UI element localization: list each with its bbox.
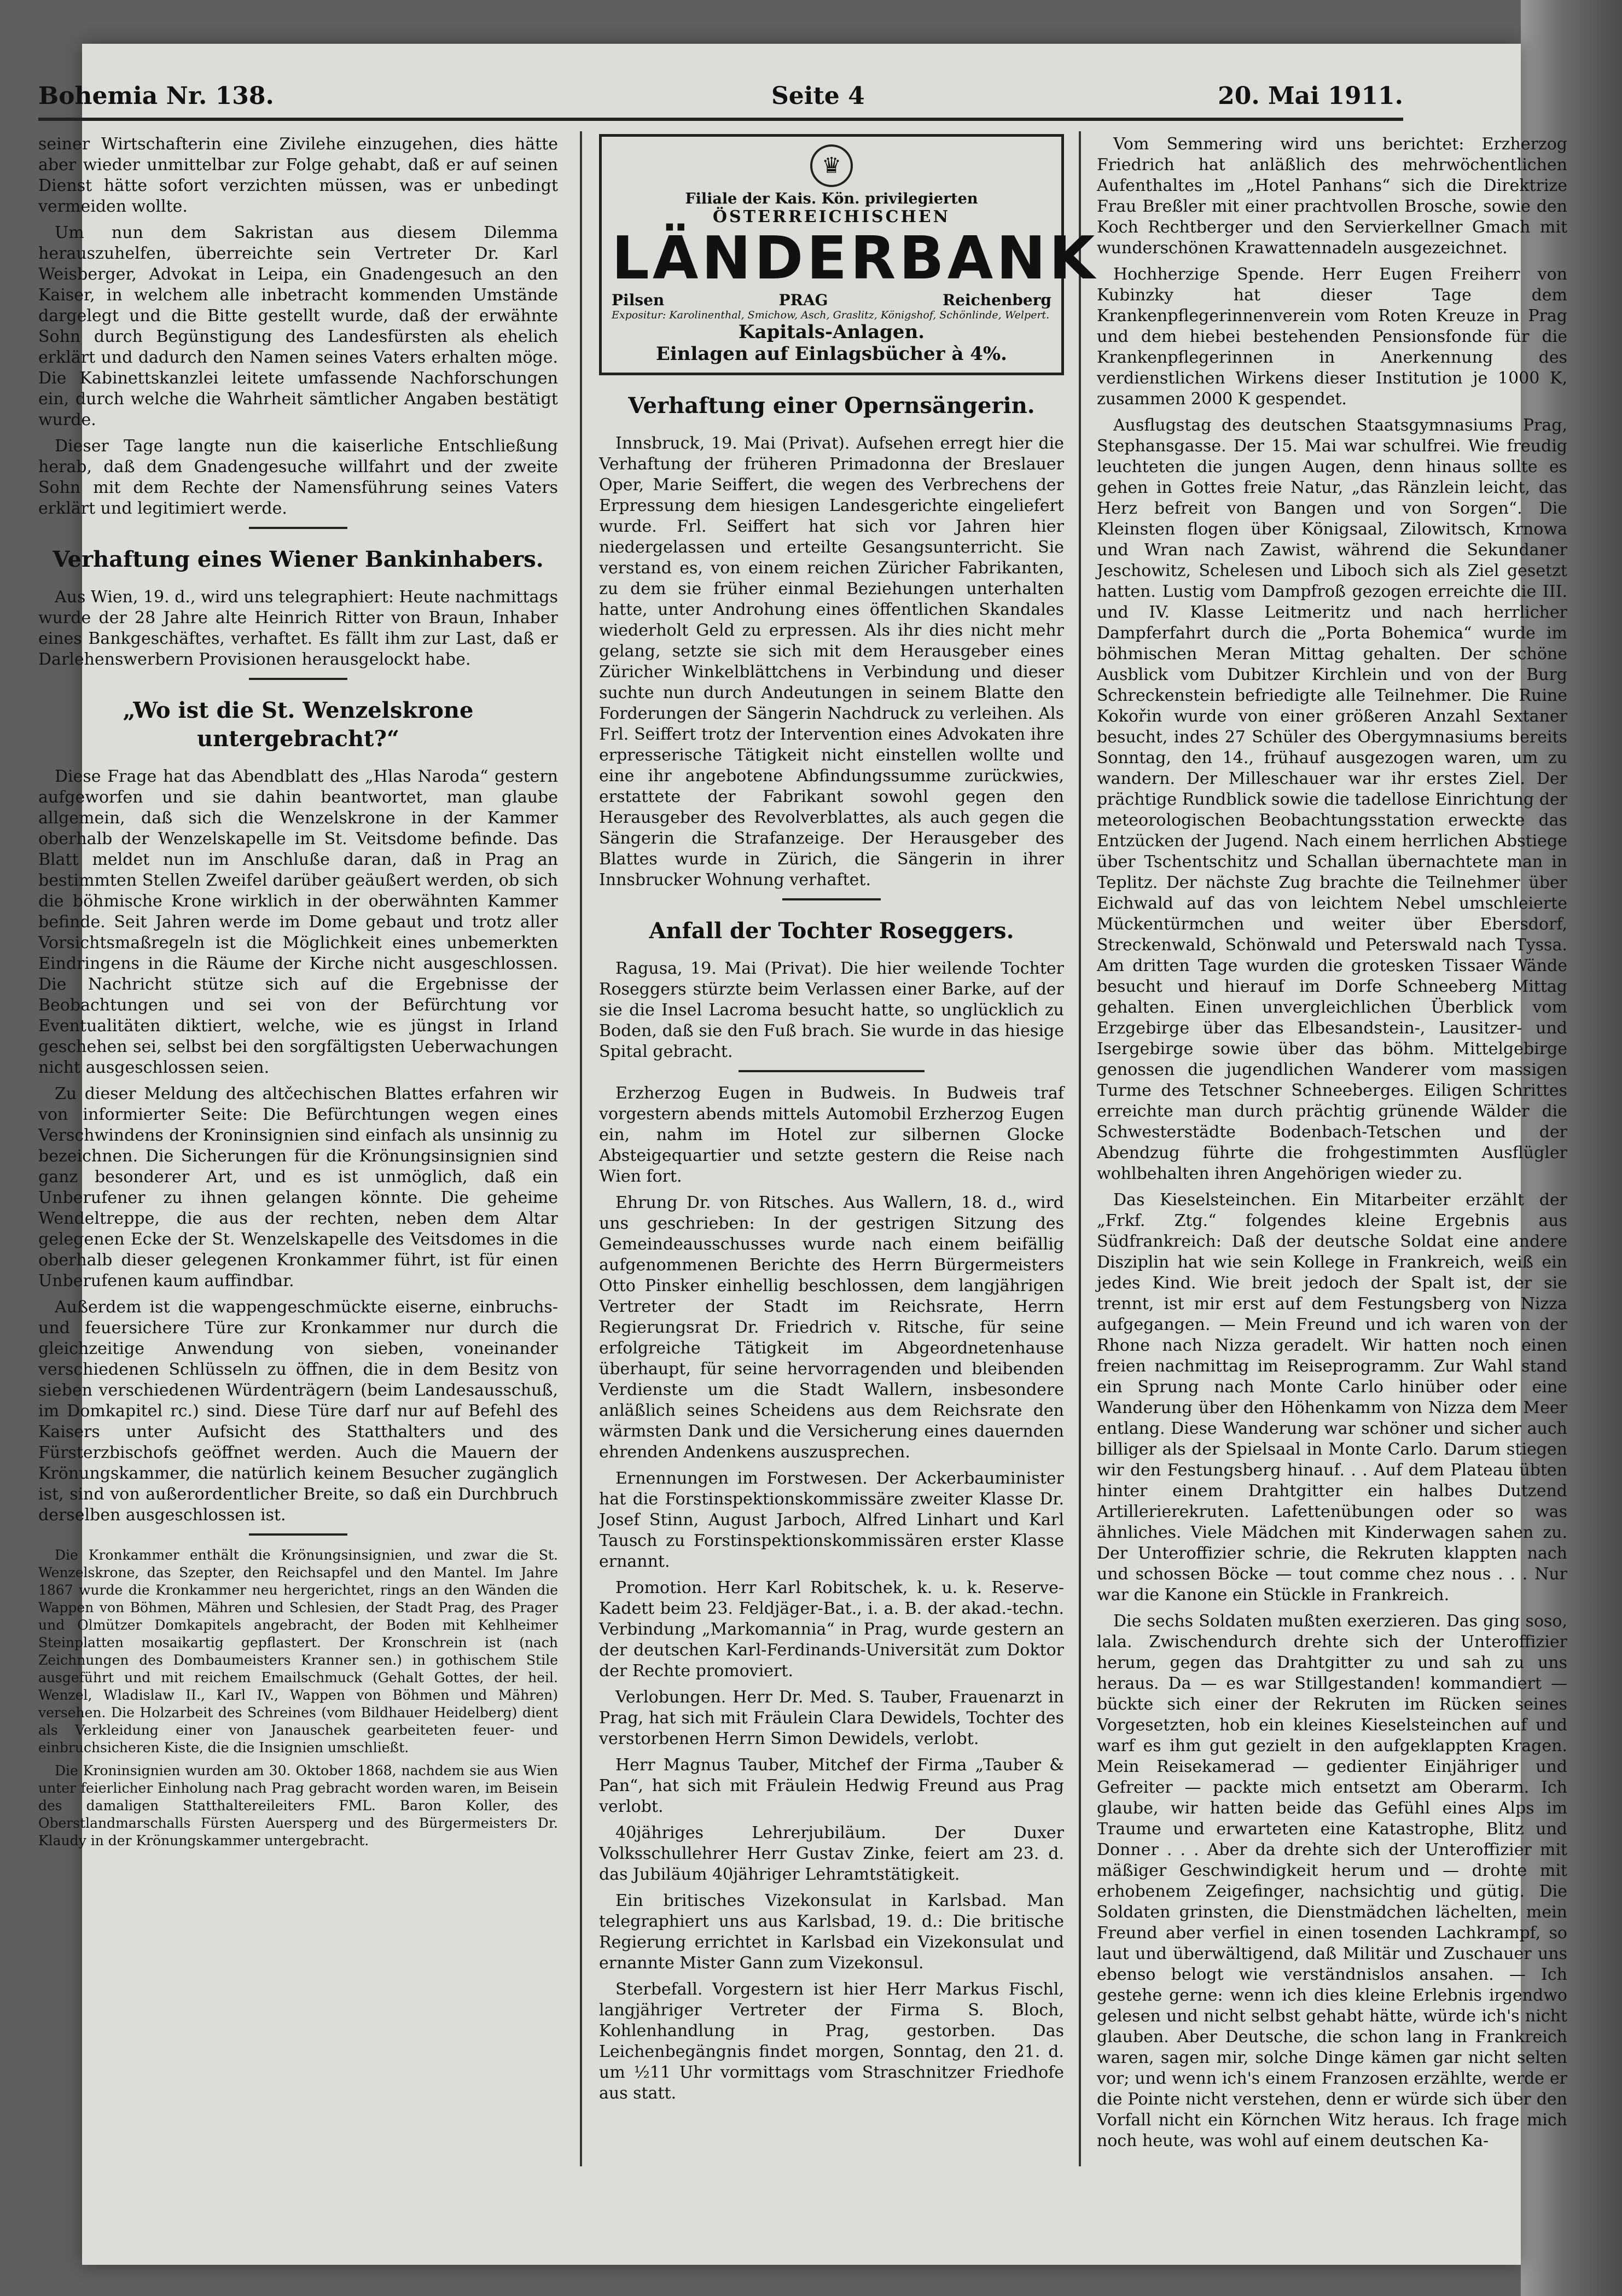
divider	[249, 527, 347, 529]
news-item: Herr Magnus Tauber, Mitchef der Firma „Tauber & Pan“, hat sich mit Fräulein Hedwig Freund aus Prag verlobt.	[599, 1756, 1064, 1816]
header-date: 20. Mai 1911.	[1218, 82, 1403, 110]
news-item: 40jähriges Lehrerjubiläum. Der Duxer Volksschullehrer Herr Gustav Zinke, feiert am 23. d. das Jubiläum 40jähriger Lehramtstätigkeit.	[599, 1823, 1064, 1884]
divider	[249, 678, 347, 680]
column-middle	[599, 134, 1098, 2109]
article-text: Die Kroninsignien wurden am 30. Oktober 1868, nachdem sie aus Wien unter feierlicher Einholung nach Prag gebracht worden waren, im Beisein des damaligen Statthaltereileiters FML. Baron Koller, des Oberstlandmarschalls Fürsten Auersperg und des Bürgermeisters Dr. Klaudy in der Krönungskammer untergebracht.	[38, 1763, 558, 1849]
column-divider-2	[1079, 131, 1081, 2166]
column-left	[38, 134, 558, 1855]
news-item: Ernennungen im Forstwesen. Der Ackerbauminister hat die Forstinspektionskommissäre zweiter Klasse Dr. Josef Stinn, August Jarboch, Alfred Linhart und Karl Tausch zu Forstinspektionskommissären erster Klasse ernannt.	[599, 1469, 1064, 1571]
news-item: Vom Semmering wird uns berichtet: Erzherzog Friedrich hat anläßlich des mehrwöchentlichen Aufenthaltes im „Hotel Panhans“ sich die Direktrize Frau Breßler mit einer prachtvollen Brosche, sowie den Koch Rechtberger und den Servierkellner Gmach mit wunderschönen Krawattennadeln ausgezeichnet.	[1097, 135, 1567, 258]
news-item: Die sechs Soldaten mußten exerzieren. Das ging soso, lala. Zwischendurch drehte sich der Unteroffizier herum, gegen das Drahtgitter zu und sah zu uns heraus. Da — es war Stillgestanden! kommandiert — bückte sich einer der Rekruten im Rücken seines Vorgesetzten, hob ein kleines Kieselsteinchen auf und warf es ihm gut gezielt in den aufgeklappten Kragen. Mein Reisekamerad — gedienter Einjähriger und Gefreiter — packte mich entsetzt am Oberarm. Ich glaube, wir hatten beide das Gefühl eines Alps im Traume und erwarteten eine Katastrophe, Blitz und Donner . . . Aber da drehte sich der Unteroffizier mit mäßiger Geschwindigkeit herum und — drohte mit erhobenem Zeigefinger, nachsichtig und gütig. Die Soldaten grinsten, die Dienstmädchen lächelten, mein Freund aber verfiel in einen tosenden Lachkrampf, so laut und überwältigend, daß Militär und Zuschauer uns ebenso belogt wie verständnislos ansahen. — Ich gestehe gerne: wenn ich dies kleine Erlebnis irgendwo gelesen und nicht selbst gehabt hätte, würde ich's nicht glauben. Aber Deutsche, die schon lang in Frankreich waren, sagen mir, solche Dinge kämen gar nicht selten vor; und wenn ich's einem Franzosen erzählte, werde er die Pointe nicht verstehen, denn er würde sich über den Vorfall nicht ein Körnchen Witz heraus. Ich frage mich noch heute, was wohl auf einem deutschen Ka-	[1097, 1612, 1567, 2150]
news-item: Sterbefall. Vorgestern ist hier Herr Markus Fischl, langjähriger Vertreter der Firma S. Bloch, Kohlenhandlung in Prag, gestorben. Das Leichenbegängnis findet morgen, Sonntag, den 21. d. um ½11 Uhr vormittags vom Straschnitzer Friedhofe aus statt.	[599, 1980, 1064, 2103]
header-issue: Bohemia Nr. 138.	[38, 82, 274, 110]
ad-city: Pilsen	[612, 291, 665, 309]
headline-bank-arrest: Verhaftung eines Wiener Bankinhabers.	[53, 547, 544, 572]
article-text: Dieser Tage langte nun die kaiserliche Entschließung herab, daß dem Gnadengesuche willfahrt und der zweite Sohn mit dem Rechte der Namensführung seines Vaters erklärt und legitimiert werde.	[38, 437, 558, 518]
ad-bank-name: LÄNDERBANK	[612, 224, 1098, 293]
article-text: Innsbruck, 19. Mai (Privat). Aufsehen erregt hier die Verhaftung der früheren Primadonna der Breslauer Oper, Marie Seiffert, die wegen des Verbrechens der Erpressung dem hiesigen Landesgerichte eingeliefert wurde. Frl. Seiffert hat sich vor Jahren hier niedergelassen und erteilte Gesangsunterricht. Sie verstand es, von einem reichen Züricher Fabrikanten, zu dem sie früher einmal Beziehungen unterhalten hatte, unter Androhung eines öffentlichen Skandales wiederholt Geld zu erpressen. Als ihr dies nicht mehr gelang, setzte sie sich mit dem Herausgeber eines Züricher Winkelblättchens in Verbindung und dieser suchte nun durch Andeutungen in seinem Blatte den Forderungen der Sängerin Nachdruck zu verleihen. Als Frl. Seiffert trotz der Intervention eines Advokaten ihre erpresserische Tätigkeit nicht einstellen wollte und eine ihr angebotene Abfindungssumme zurückwies, erstattete der Fabrikant sowohl gegen den Herausgeber des Revolverblattes, als auch gegen die Sängerin die Strafanzeige. Der Herausgeber des Blattes wurde in Zürich, die Sängerin in ihrer Innsbrucker Wohnung verhaftet.	[599, 434, 1064, 890]
ad-city: PRAG	[778, 291, 828, 309]
divider	[782, 898, 881, 900]
headline-wenzelskrone: „Wo ist die St. Wenzelskrone untergebracht?“	[123, 697, 474, 752]
ad-line: Filiale der Kais. Kön. privilegierten	[685, 190, 978, 207]
article-text: Die Kronkammer enthält die Krönungsinsignien, und zwar die St. Wenzelskrone, das Szepter, den Reichsapfel und den Mantel. Im Jahre 1867 wurde die Kronkammer neu hergerichtet, rings an den Wänden die Wappen von Böhmen, Mähren und Schlesien, der Stadt Prag, des Prager und Olmützer Domkapitels angebracht, der Boden mit Kehlheimer Steinplatten mosaikartig gepflastert. Der Kronschrein ist (nach Zeichnungen des Dombaumeisters Kranner sen.) in gothischem Stile ausgeführt und mit reichem Emailschmuck (Gehalt Gottes, der heil. Wenzel, Wladislaw II., Karl IV., Wappen von Böhmen und Mähren) versehen. Die Holzarbeit des Schreines (vom Bildhauer Heidelberg) dient als Verkleidung einer von Janauschek gearbeiteten feuer- und einbruchsicheren Kiste, die die Insignien umschließt.	[38, 1547, 558, 1756]
article-text: Um nun dem Sakristan aus diesem Dilemma herauszuhelfen, überreichte sein Vertreter Dr. Karl Weisberger, Advokat in Leipa, ein Gnadengesuch an den Kaiser, in welchem alle inbetracht kommenden Umstände dargelegt und die Bitte gestellt wurde, daß der erwähnte Sohn durch Begünstigung des Landesfürsten als ehelich erklärt und dadurch den Namen seines Vaters erhalten möge. Die Kabinettskanzlei leitete umfassende Nachforschungen ein, durch welche die Wahrheit sämtlicher Angaben bestätigt wurde.	[38, 223, 558, 429]
header-page-number: Seite 4	[771, 82, 865, 110]
news-item: Ehrung Dr. von Ritsches. Aus Wallern, 18. d., wird uns geschrieben: In der gestrigen Sitzung des Gemeindeausschusses wurde nach einem beifällig aufgenommenen Berichte des Herrn Bürgermeisters Otto Pinsker einhellig beschlossen, dem langjährigen Vertreter der Stadt im Reichsrate, Herrn Regierungsrat Dr. Friedrich v. Ritsche, für seine erfolgreiche Tätigkeit im Abgeordnetenhause überhaupt, für seine hervorragenden und bleibenden Verdienste um die Stadt Wallern, insbesondere anläßlich seines Scheidens aus dem Reichsrate den wärmsten Dank und die Versicherung eines dauernden ehrenden Andenkens auszusprechen.	[599, 1193, 1064, 1462]
article-text: seiner Wirtschafterin eine Zivilehe einzugehen, dies hätte aber wieder unmittelbar zur Folge gehabt, daß er auf seinen Dienst hätte sofort verzichten müssen, was er unbedingt vermeiden wollte.	[38, 135, 558, 216]
article-text: Aus Wien, 19. d., wird uns telegraphiert: Heute nachmittags wurde der 28 Jahre alte Heinrich Ritter von Braun, Inhaber eines Bankgeschäftes, verhaftet. Es fällt ihm zur Last, daß er Darlehenswerbern Provisionen herausgelockt habe.	[38, 588, 559, 669]
headline-opera-singer: Verhaftung einer Opernsängerin.	[628, 393, 1035, 418]
ad-line: Einlagen auf Einlagsbücher à 4%.	[655, 343, 1008, 365]
headline-rosegger: Anfall der Tochter Roseggers.	[649, 918, 1014, 944]
ad-cities	[612, 291, 1051, 309]
laenderbank-advertisement	[599, 134, 1098, 375]
page-header	[38, 68, 1403, 121]
ad-branches: Expositur: Karolinenthal, Smichow, Asch, Graslitz, Königshof, Schönlinde, Welpert.	[612, 309, 1050, 321]
ad-city: Reichenberg	[942, 291, 1051, 309]
news-item: Hochherzige Spende. Herr Eugen Freiherr von Kubinzky hat dieser Tage dem Krankenpflegerinnenverein vom Roten Kreuze in Prag und dem hiebei bestehenden Pensionsfonde für die Krankenpflegerinnen in Anerkennung des verdienstlichen Wirkens dieser Institution je 1000 K, zusammen 2000 K gespendet.	[1097, 265, 1567, 409]
divider	[249, 1533, 347, 1536]
eagle-emblem-icon: ♛	[810, 144, 853, 187]
news-item: Promotion. Herr Karl Robitschek, k. u. k. Reserve-Kadett beim 23. Feldjäger-Bat., i. a. B. der akad.-techn. Verbindung „Markomannia“ in Prag, wurde gestern an der deutschen Karl-Ferdinands-Universität zum Doktor der Rechte promoviert.	[599, 1578, 1064, 1681]
news-item: Erzherzog Eugen in Budweis. In Budweis traf vorgestern abends mittels Automobil Erzherzog Eugen ein, nahm im Hotel zur silbernen Glocke Absteigequartier und setzte gestern die Reise nach Wien fort.	[599, 1084, 1064, 1186]
article-text: Diese Frage hat das Abendblatt des „Hlas Naroda“ gestern aufgeworfen und sie dahin beantwortet, man glaube allgemein, daß sich die Wenzelskrone in der Kammer oberhalb der Wenzelskapelle im St. Veitsdome befinde. Das Blatt meldet nun im Anschluße daran, daß in Prag an bestimmten Stellen Zweifel darüber geäußert werden, ob sich die böhmische Krone wirklich in der oberwähnten Kammer befinde. Seit Jahren werde im Dome gebaut und trotz aller Vorsichtsmaßregeln ist die Möglichkeit eines unbemerkten Eindringens in die Räume der Kirche nicht ausgeschlossen. Die Nachricht stütze sich auf die Ergebnisse der Beobachtungen und sei von der Befürchtung vor Eventualitäten diktiert, welche, wie es jüngst in Irland geschehen sei, selbst bei den sorgfältigsten Ueberwachungen nicht ausgeschlossen seien.	[38, 767, 558, 1077]
ad-line: ÖSTERREICHISCHEN	[712, 207, 951, 226]
news-item: Ausflugstag des deutschen Staatsgymnasiums Prag, Stephansgasse. Der 15. Mai war schulfrei. Wie freudig leuchteten die jungen Augen, denn hinaus sollte es gehen in Gottes freie Natur, „das Ränzlein leicht, das Herz befreit von Bangen und von Sorgen“. Die Kleinsten flogen über Königsaal, Zilowitsch, Krnowa und Wran nach Zawist, während die Sekundaner Jeschowitz, Schelesen und Liboch sich als Ziel gesetzt hatten. Lustig vom Dampfroß gezogen erreichte die III. und IV. Klasse Leitmeritz und nach herrlicher Dampferfahrt durch die „Porta Bohemica“ wurde im böhmischen Meran Mittag gehalten. Der schöne Ausblick vom Dubitzer Kirchlein und von der Burg Schreckenstein befriedigte alle Teilnehmer. Die Ruine Kokořin wurde von einer größeren Anzahl Sextaner besucht, indes 27 Schüler des Obergymnasiums bereits Sonntag, den 14., frühauf ausgezogen waren, um zu wandern. Der Milleschauer war ihr erstes Ziel. Der prächtige Rundblick sowie die tadellose Einrichtung der meteorologischen Beobachtungsstation erweckte das Entzücken der Jugend. Nach einem herrlichen Abstiege über Tschentschitz und Schallan übernachtete man in Teplitz. Der nächste Zug brachte die Teilnehmer über Eichwald auf das von leichtem Nebel umschleierte Mückentürmchen und weiter über Ebersdorf, Streckenwald, Schönwald und Peterswald nach Tyssa. Am dritten Tage wurden die grotesken Tissaer Wände besucht und hierauf im Dorfe Schneeberg Mittag gehalten. Einen unvergleichlichen Überblick vom Erzgebirge über das Elbesandstein-, Lausitzer- und Isergebirge sowie über das böhm. Mittelgebirge genossen die jugendlichen Wanderer vom massigen Turme des Tetschner Schneeberges. Eiligen Schrittes erreichte man durch prächtig grünende Wälder die Schwesterstädte Bodenbach-Tetschen und der Abendzug führte die frohgestimmten Ausflügler wohlbehalten ihren Angehörigen wieder zu.	[1097, 416, 1567, 1183]
news-item: Ein britisches Vizekonsulat in Karlsbad. Man telegraphiert uns aus Karlsbad, 19. d.: Die britische Regierung errichtet in Karlsbad ein Vizekonsulat und ernannte Mister Gann zum Vizekonsul.	[599, 1891, 1064, 1973]
news-item: Verlobungen. Herr Dr. Med. S. Tauber, Frauenarzt in Prag, hat sich mit Fräulein Clara Dewidels, Tochter des verstorbenen Herrn Simon Dewidels, verlobt.	[599, 1688, 1064, 1748]
divider	[739, 1070, 925, 1072]
article-text: Außerdem ist die wappengeschmückte eiserne, einbruchs- und feuersichere Türe zur Kronkammer nur durch die gleichzeitige Anwendung von sieben, voneinander verschiedenen Schlüsseln zu öffnen, die in dem Besitz von sieben verschiedenen Würdenträgern (beim Landesausschuß, im Domkapitel rc.) sind. Diese Türe darf nur auf Befehl des Kaisers unter Aufsicht des Statthalters und des Fürsterzbischofs geöffnet werden. Auch die Mauern der Krönungskammer, die natürlich keinem Besucher zugänglich ist, sind von außerordentlicher Breite, so daß ein Durchbruch derselben ausgeschlossen ist.	[38, 1298, 558, 1525]
article-text: Zu dieser Meldung des altčechischen Blattes erfahren wir von informierter Seite: Die Befürchtungen wegen eines Verschwindens der Kroninsignien sind einfach als unsinnig zu bezeichnen. Die Sicherungen für die Krönungsinsignien sind ganz besonderer Art, und es ist unmöglich, daß ein Unberufener zu ihnen gelangen könnte. Die geheime Wendeltreppe, die aus der rechten, neben dem Altar gelegenen Ecke der St. Wenzelskapelle des Veitsdomes in die oberhalb dieser gelegenen Kronkammer führt, ist für einen Unberufenen kaum auffindbar.	[38, 1084, 558, 1291]
column-right	[1097, 134, 1567, 2157]
ad-line: Kapitals-Anlagen.	[738, 321, 925, 343]
article-text: Ragusa, 19. Mai (Privat). Die hier weilende Tochter Roseggers stürzte beim Verlassen einer Barke, auf der sie die Insel Lacroma besucht hatte, so unglücklich zu Boden, daß sie den Fuß brach. Sie wurde in das hiesige Spital gebracht.	[599, 959, 1064, 1061]
column-divider-1	[580, 131, 582, 2166]
news-item: Das Kieselsteinchen. Ein Mitarbeiter erzählt der „Frkf. Ztg.“ folgendes kleine Ergebnis aus Südfrankreich: Daß der deutsche Soldat eine andere Disziplin hat wie sein Kollege in Frankreich, weiß ein jedes Kind. Wie breit jedoch der Spalt ist, der sie trennt, ist mir erst auf dem Festungsberg von Nizza aufgegangen. — Mein Freund und ich waren von der Rhone nach Nizza geradelt. Wir hatten noch einen freien nachmittag im Reiseprogramm. Zur Wahl stand ein Sprung nach Monte Carlo hinüber oder eine Wanderung über den Höhenkamm von Nizza dem Meer entlang. Diese Wanderung war schöner und sicher auch billiger als der Spielsaal in Monte Carlo. Darum stiegen wir den Festungsberg hinauf. . . Auf dem Plateau übten hinter einem Drahtgitter ein halbes Dutzend Artillerierekruten. Lafettenübungen oder so was ähnliches. Viele Mädchen mit Kinderwagen sahen zu. Der Unteroffizier schrie, die Rekruten klappten nach und schossen Böcke — tout comme chez nous . . . Nur war die Kanone ein Stückle in Frankreich.	[1097, 1190, 1567, 1605]
